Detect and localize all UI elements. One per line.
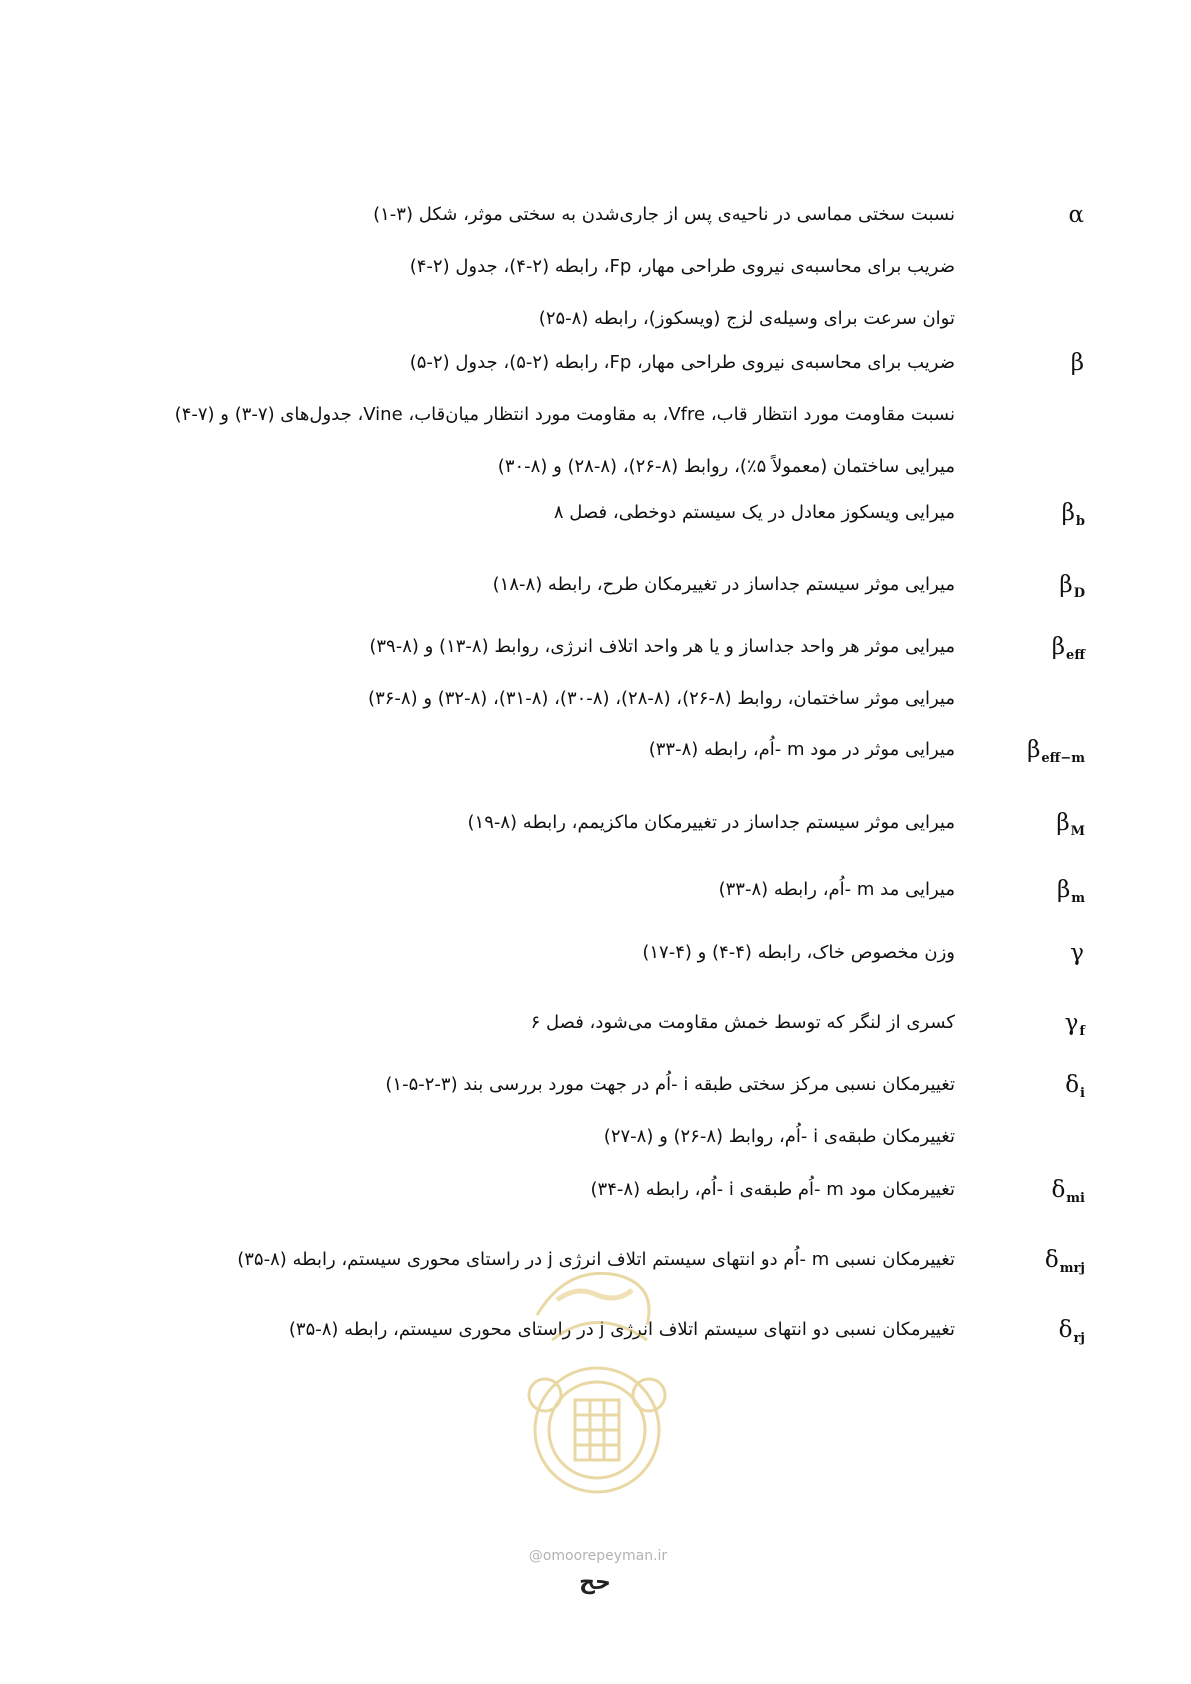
watermark-url: @omoorepeyman.ir <box>528 1548 668 1564</box>
description <box>100 570 955 622</box>
symbol: $\beta_b$ <box>1061 500 1085 529</box>
description <box>100 875 955 927</box>
description-line: میرایی موثر سیستم جداساز در تغییرمکان طرح، رابطه (۸-۱۸) <box>492 574 955 595</box>
description-line: میرایی موثر در مود m -اُم، رابطه (۸-۳۳) <box>648 739 955 760</box>
description-line: وزن مخصوص خاک، رابطه (۴-۴) و (۴-۱۷) <box>642 942 955 963</box>
symbol: $\delta_{mrj}$ <box>1044 1247 1085 1276</box>
symbol: $\beta_m$ <box>1056 877 1085 906</box>
description-line: ضریب برای محاسبه‌ی نیروی طراحی مهار، Fp، رابطه (۲-۴)، جدول (۲-۴) <box>409 256 955 277</box>
description <box>100 200 955 356</box>
description-line: میرایی موثر هر واحد جداساز و یا هر واحد اتلاف انرژی، روابط (۸-۱۳) و (۸-۳۹) <box>369 636 955 657</box>
symbol: $\delta_{mi}$ <box>1051 1177 1085 1206</box>
description-line: میرایی موثر ساختمان، روابط (۸-۲۶)، (۸-۲۸)، (۸-۳۰)، (۸-۳۱)، (۸-۳۲) و (۸-۳۶) <box>368 688 955 709</box>
description <box>100 1008 955 1060</box>
symbol: $\beta_{eff}$ <box>1051 634 1085 663</box>
watermark-logo <box>497 1245 697 1500</box>
description-line: میرایی ویسکوز معادل در یک سیستم دوخطی، فصل ۸ <box>553 502 955 523</box>
symbol: $\beta_{eff-m}$ <box>1027 737 1085 766</box>
description-line: توان سرعت برای وسیله‌ی لزج (ویسکوز)، رابطه (۸-۲۵) <box>538 308 955 329</box>
symbol: γ <box>1070 940 1084 966</box>
symbol: $\gamma_f$ <box>1064 1010 1085 1039</box>
description-line: تغییرمکان نسبی مرکز سختی طبقه i -اُم در جهت مورد بررسی بند (۳-۲-۵-۱) <box>385 1074 955 1095</box>
description-line: نسبت مقاومت مورد انتظار قاب، Vfre، به مقاومت مورد انتظار میان‌قاب، Vine، جدول‌های (۷-۳) و (۷-۴) <box>174 404 955 425</box>
description-line: میرایی موثر سیستم جداساز در تغییرمکان ماکزیمم، رابطه (۸-۱۹) <box>467 812 955 833</box>
symbol: $\beta_M$ <box>1056 810 1085 839</box>
symbol: $\delta_{rj}$ <box>1058 1317 1085 1346</box>
description-line: میرایی ساختمان (معمولاً ۵٪)، روابط (۸-۲۶)، (۸-۲۸) و (۸-۳۰) <box>497 456 955 477</box>
description-line: تغییرمکان طبقه‌ی i -اُم، روابط (۸-۲۶) و (۸-۲۷) <box>603 1126 955 1147</box>
description-line: میرایی مد m -اُم، رابطه (۸-۳۳) <box>718 879 955 900</box>
symbol: β <box>1070 350 1084 376</box>
description <box>100 735 955 787</box>
page-number: حح <box>579 1570 611 1595</box>
description <box>100 348 955 504</box>
description <box>100 808 955 860</box>
description-line: نسبت سختی مماسی در ناحیه‌ی پس از جاری‌شدن به سختی موثر، شکل (۳-۱) <box>373 204 955 225</box>
description-line: تغییرمکان مود m -اُم طبقه‌ی i -اُم، رابطه (۸-۳۴) <box>590 1179 955 1200</box>
description-line: تغییرمکان نسبی m -اُم دو انتهای سیستم اتلاف انرژی j در راستای محوری سیستم، رابطه (۸-۳۵) <box>237 1249 955 1270</box>
description <box>100 1070 955 1174</box>
symbol: $\beta_D$ <box>1059 572 1085 601</box>
symbol: $\delta_i$ <box>1065 1072 1085 1101</box>
description <box>100 632 955 736</box>
watermark-text-shape <box>557 1290 632 1300</box>
symbol: α <box>1068 202 1084 228</box>
description <box>100 938 955 990</box>
description-line: ضریب برای محاسبه‌ی نیروی طراحی مهار، Fp، رابطه (۲-۵)، جدول (۲-۵) <box>409 352 955 373</box>
description <box>100 1175 955 1227</box>
description-line: کسری از لنگر که توسط خمش مقاومت می‌شود، فصل ۶ <box>530 1012 955 1033</box>
description-line: تغییرمکان نسبی دو انتهای سیستم اتلاف انرژی j در راستای محوری سیستم، رابطه (۸-۳۵) <box>288 1319 955 1340</box>
description <box>100 498 955 550</box>
